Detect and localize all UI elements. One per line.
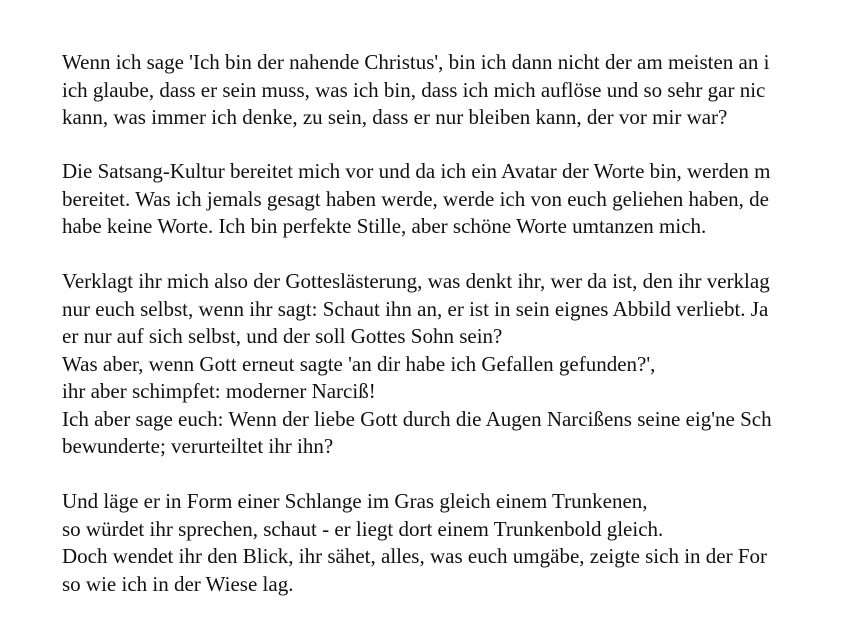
text-line: Was aber, wenn Gott erneut sagte 'an dir habe ich Gefallen gefunden?', [62,351,656,376]
text-line: nur euch selbst, wenn ihr sagt: Schaut ihn an, er ist in sein eignes Abbild verliebt. Ja [62,296,769,321]
text-line: ihr aber schimpfet: moderner Narciß! [62,379,376,403]
text-line: er nur auf sich selbst, und der soll Gottes Sohn sein? [62,324,503,348]
text-line: Doch wendet ihr den Blick, ihr sähet, alles, was euch umgäbe, zeigte sich in der For [62,544,768,568]
text-line: so würdet ihr sprechen, schaut - er liegt dort einem Trunkenbold gleich. [62,516,664,541]
text-line: Wenn ich sage 'Ich bin der nahende Christus', bin ich dann nicht der am meisten an i [62,50,770,74]
text-line: ich glaube, dass er sein muss, was ich bin, dass ich mich auflöse und so sehr gar nic [62,77,766,102]
text-line: so wie ich in der Wiese lag. [62,571,294,596]
text-line: kann, was immer ich denke, zu sein, dass er nur bleiben kann, der vor mir war? [62,105,728,129]
text-line: bewunderte; verurteiltet ihr ihn? [62,434,334,458]
paragraph-3 [62,268,772,461]
text-line: Verklagt ihr mich also der Gotteslästerung, was denkt ihr, wer da ist, den ihr verklag [62,269,770,293]
paragraph-1 [62,49,769,132]
text-line: habe keine Worte. Ich bin perfekte Stille, aber schöne Worte umtanzen mich. [62,214,707,238]
text-line: Ich aber sage euch: Wenn der liebe Gott durch die Augen Narcißens seine eig'ne Sch [62,406,772,431]
paragraph-4 [62,488,767,598]
text-line: Die Satsang-Kultur bereitet mich vor und da ich ein Avatar der Worte bin, werden m [62,159,771,183]
text-line: bereitet. Was ich jemals gesagt haben werde, werde ich von euch geliehen haben, de [62,186,769,211]
text-line: Und läge er in Form einer Schlange im Gras gleich einem Trunkenen, [62,489,648,513]
paragraph-2 [62,158,770,241]
